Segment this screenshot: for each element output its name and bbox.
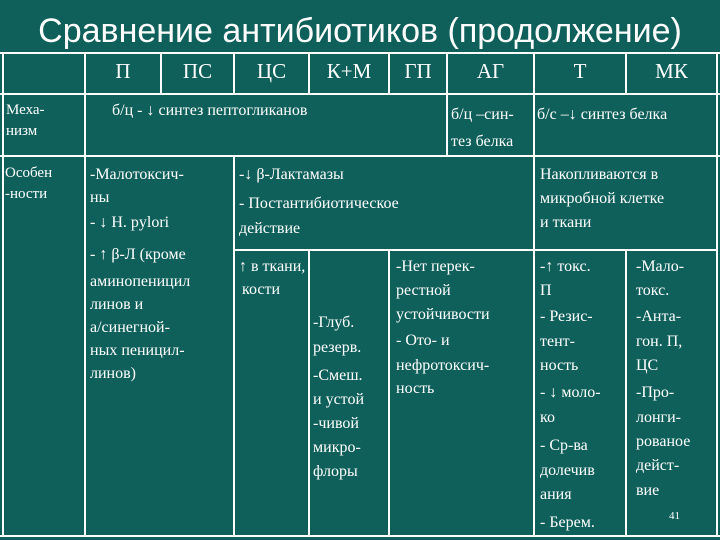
cell-line: линов и <box>90 296 144 313</box>
header-t: Т <box>573 59 587 83</box>
table-border-bottom <box>0 535 720 537</box>
cell-line: -Глуб. <box>313 314 355 331</box>
cell-line: действие <box>239 220 301 237</box>
page-number: 41 <box>669 510 680 522</box>
header-p: П <box>115 59 131 83</box>
cell-line: аминопеницил <box>90 273 191 290</box>
cell-line: -чивой <box>313 415 359 432</box>
mechanism-penicillins-cell: б/ц - ↓ синтез пептогликанов <box>112 102 308 119</box>
cell-line: линов) <box>90 365 136 382</box>
header-cs: ЦС <box>256 59 287 83</box>
cell-line: - Резис- <box>540 308 593 325</box>
cell-line: -Анта- <box>636 308 682 325</box>
col-divider <box>84 52 86 537</box>
table-border-top <box>0 52 720 54</box>
table-row-divider <box>0 155 720 157</box>
cell-line: тент- <box>540 333 575 350</box>
cell-line: рестной <box>396 282 451 299</box>
cell-line: и ткани <box>540 214 592 231</box>
cell-line: устойчивости <box>396 306 490 323</box>
cell-line: - ↑ β-Л (кроме <box>90 246 186 263</box>
row-label-mechanism: низм <box>6 123 38 139</box>
cell-divider <box>233 249 533 251</box>
cell-line: резерв. <box>313 339 362 356</box>
cell-line: -↑ токс. <box>540 258 591 275</box>
row-label-mechanism: Меха- <box>6 102 45 118</box>
header-ag: АГ <box>476 59 505 83</box>
cell-line: - ↓ моло- <box>540 384 601 401</box>
cell-line: нефротоксич- <box>396 357 490 374</box>
cell-line: - ↓ H. pylori <box>90 214 170 231</box>
cell-line: токс. <box>636 282 670 299</box>
table-row-divider <box>0 93 720 95</box>
table-border-right <box>716 52 718 537</box>
cell-line: ания <box>540 486 572 503</box>
cell-line: - Берем. <box>540 514 595 531</box>
cell-line: - Постантибиотическое <box>239 195 399 212</box>
col-divider <box>625 250 627 537</box>
cell-line: - Ото- и <box>396 332 450 349</box>
cell-line: ко <box>540 409 555 426</box>
col-divider <box>446 93 448 156</box>
col-divider <box>308 250 310 537</box>
cell-line: -Смеш. <box>313 367 363 384</box>
cell-line: микро- <box>313 439 361 456</box>
cell-line: ны <box>90 189 110 206</box>
header-ps: ПС <box>182 59 213 83</box>
cell-line: -Мало- <box>636 258 685 275</box>
row-label-features: Особен <box>5 165 53 181</box>
col-divider <box>533 93 535 156</box>
cell-line: ЦС <box>636 357 659 374</box>
cell-line: П <box>540 282 552 299</box>
header-mk: МК <box>655 59 688 83</box>
col-divider <box>388 250 390 537</box>
header-km: К+М <box>326 59 372 83</box>
col-divider <box>233 155 235 537</box>
row-label-features: -ности <box>5 186 48 202</box>
cell-line: а/синегной- <box>90 319 170 336</box>
cell-line: - Ср-ва <box>540 437 588 454</box>
cell-line: Накопливаются в <box>540 166 659 183</box>
cell-line: вие <box>636 482 660 499</box>
cell-line: ность <box>396 380 435 397</box>
cell-line: ных пеницил- <box>90 342 185 359</box>
cell-line: и устой <box>313 391 365 408</box>
cell-line: -Малотоксич- <box>90 166 184 183</box>
cell-line: долечив <box>540 462 595 479</box>
cell-line: рованое <box>636 433 691 450</box>
mechanism-ag-cell: б/ц –син- <box>451 106 514 123</box>
cell-line: -Нет перек- <box>396 258 475 275</box>
table-border-left <box>2 52 4 537</box>
cell-line: флоры <box>313 463 358 480</box>
cell-line: кости <box>242 281 281 298</box>
mechanism-ag-cell: тез белка <box>451 133 514 150</box>
cell-line: дейст- <box>636 457 680 474</box>
cell-line: -↓ β-Лактамазы <box>239 166 344 183</box>
cell-line: -Про- <box>636 384 675 401</box>
slide-title: Сравнение антибиотиков (продолжение) <box>38 12 682 50</box>
col-divider <box>533 155 535 537</box>
cell-line: ↑ в ткани, <box>239 258 306 275</box>
cell-line: ность <box>540 357 579 374</box>
header-gp: ГП <box>404 59 432 83</box>
mechanism-t-mk-cell: б/с –↓ синтез белка <box>537 106 668 123</box>
cell-line: микробной клетке <box>540 190 665 207</box>
cell-line: гон. П, <box>636 333 683 350</box>
cell-divider <box>533 249 718 251</box>
cell-line: лонги- <box>636 409 681 426</box>
